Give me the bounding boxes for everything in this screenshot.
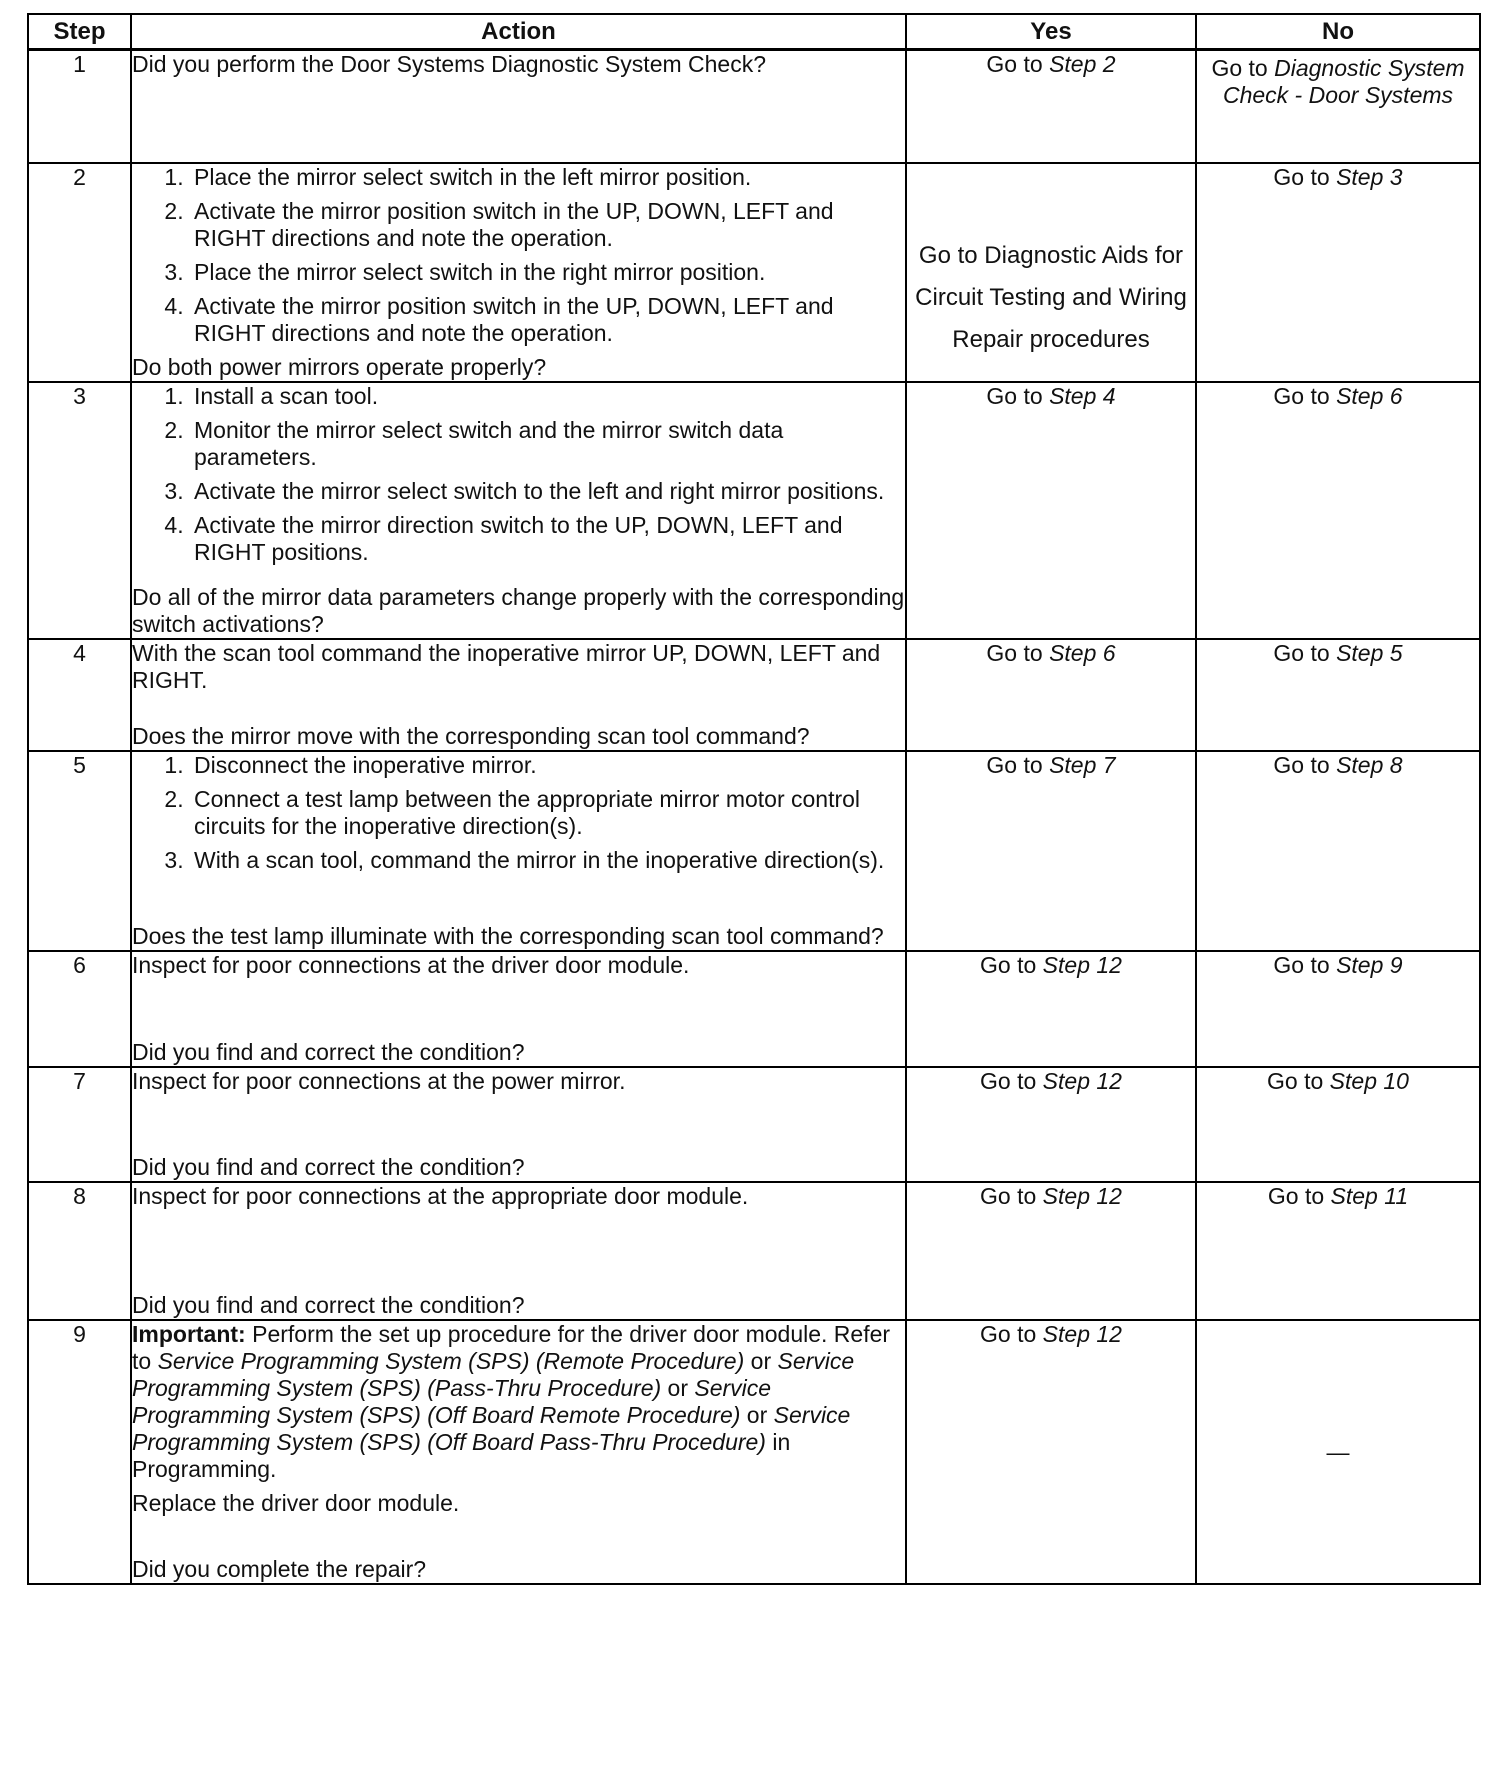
list-item: 4. Activate the mirror direction switch to the UP, DOWN, LEFT and RIGHT positions.	[190, 512, 905, 566]
yes-prefix: Go to	[986, 640, 1050, 666]
yes-prefix: Go to	[980, 952, 1043, 978]
no-prefix: Go to	[1267, 1183, 1331, 1209]
action-cell	[131, 163, 906, 382]
sps-offboard-remote-link[interactable]: Service Programming System (SPS) (Off Board Remote Procedure)	[132, 1375, 772, 1428]
header-row	[28, 14, 1480, 50]
yes-step-link[interactable]: Step 12	[1042, 1068, 1122, 1094]
action-question: Did you find and correct the condition?	[132, 1292, 525, 1318]
no-cell	[1196, 382, 1480, 639]
action-cell	[131, 751, 906, 951]
yes-step-link[interactable]: Step 6	[1049, 640, 1116, 666]
table-row	[28, 1320, 1480, 1584]
yes-prefix: Go to	[986, 752, 1050, 778]
no-cell	[1196, 751, 1480, 951]
no-cell	[1196, 163, 1480, 382]
important-text: or	[661, 1375, 695, 1401]
important-label: Important:	[132, 1321, 246, 1347]
yes-cell	[906, 639, 1196, 751]
action-steps-list	[132, 383, 905, 573]
no-cell	[1196, 639, 1480, 751]
list-item: 4. Activate the mirror position switch in the UP, DOWN, LEFT and RIGHT directions and note the operation.	[190, 293, 905, 347]
yes-step-link[interactable]: Step 12	[1042, 1321, 1122, 1347]
yes-cell	[906, 1320, 1196, 1584]
step-number: 3	[28, 382, 131, 639]
important-text: Perform the set up procedure for the driver door module. Refer to	[132, 1321, 891, 1374]
table-row	[28, 50, 1480, 164]
no-prefix: Go to	[1273, 164, 1337, 190]
no-step-link[interactable]: Diagnostic System Check - Door Systems	[1222, 55, 1465, 108]
action-intro: With the scan tool command the inoperative mirror UP, DOWN, LEFT and RIGHT.	[132, 640, 881, 693]
yes-cell	[906, 951, 1196, 1067]
table-row	[28, 639, 1480, 751]
yes-prefix: Go to	[986, 383, 1050, 409]
no-cell	[1196, 50, 1480, 164]
step-number: 8	[28, 1182, 131, 1320]
step-number: 7	[28, 1067, 131, 1182]
yes-step-link[interactable]: Step 7	[1049, 752, 1116, 778]
action-question: Does the test lamp illuminate with the corresponding scan tool command?	[132, 923, 884, 949]
no-dash: —	[1326, 1438, 1350, 1465]
no-step-link[interactable]: Step 5	[1336, 640, 1403, 666]
no-prefix: Go to	[1211, 55, 1275, 81]
action-cell	[131, 1182, 906, 1320]
action-question: Did you find and correct the condition?	[132, 1039, 525, 1065]
yes-prefix: Go to	[980, 1321, 1043, 1347]
list-item: 2. Monitor the mirror select switch and the mirror switch data parameters.	[190, 417, 905, 471]
yes-step-link[interactable]: Step 12	[1042, 952, 1122, 978]
yes-cell	[906, 751, 1196, 951]
no-prefix: Go to	[1273, 752, 1337, 778]
yes-prefix: Go to	[980, 1183, 1043, 1209]
yes-cell	[906, 163, 1196, 382]
yes-cell	[906, 50, 1196, 164]
action-intro: Inspect for poor connections at the driver door module.	[132, 952, 690, 978]
table-row	[28, 163, 1480, 382]
no-cell	[1196, 1067, 1480, 1182]
action-question: Did you complete the repair?	[132, 1556, 427, 1582]
yes-cell	[906, 1182, 1196, 1320]
no-prefix: Go to	[1273, 952, 1337, 978]
header-action: Action	[131, 14, 906, 50]
diagnostic-table	[27, 13, 1481, 1585]
action-intro: Inspect for poor connections at the power mirror.	[132, 1068, 626, 1094]
sps-passthru-link[interactable]: Service Programming System (SPS) (Pass-Thru Procedure)	[132, 1348, 855, 1401]
step-number: 4	[28, 639, 131, 751]
list-item: 1. Place the mirror select switch in the left mirror position.	[190, 164, 905, 191]
no-step-link[interactable]: Step 3	[1336, 164, 1403, 190]
important-note	[132, 1321, 905, 1483]
table-row	[28, 751, 1480, 951]
no-step-link[interactable]: Step 11	[1330, 1183, 1409, 1209]
action-question: Did you perform the Door Systems Diagnostic System Check?	[132, 51, 767, 77]
no-step-link[interactable]: Step 9	[1336, 952, 1403, 978]
no-cell	[1196, 1182, 1480, 1320]
table-row	[28, 1067, 1480, 1182]
action-cell	[131, 1320, 906, 1584]
action-question: Does the mirror move with the corresponding scan tool command?	[132, 723, 810, 749]
yes-cell	[906, 382, 1196, 639]
yes-step-link[interactable]: Step 4	[1049, 383, 1116, 409]
yes-prefix: Go to	[980, 1068, 1043, 1094]
action-question: Do all of the mirror data parameters change properly with the corresponding switch activations?	[132, 584, 905, 637]
action-steps-list	[132, 752, 905, 881]
no-step-link[interactable]: Step 8	[1336, 752, 1403, 778]
step-number: 5	[28, 751, 131, 951]
header-no: No	[1196, 14, 1480, 50]
no-prefix: Go to	[1273, 640, 1337, 666]
yes-cell	[906, 1067, 1196, 1182]
no-cell	[1196, 1320, 1480, 1584]
step-number: 6	[28, 951, 131, 1067]
yes-text[interactable]: Go to Diagnostic Aids for Circuit Testing and Wiring Repair procedures	[915, 241, 1187, 353]
list-item: 1. Install a scan tool.	[190, 383, 905, 410]
table-row	[28, 951, 1480, 1067]
yes-step-link[interactable]: Step 12	[1042, 1183, 1122, 1209]
list-item: 3. Place the mirror select switch in the right mirror position.	[190, 259, 905, 286]
action-cell	[131, 382, 906, 639]
no-step-link[interactable]: Step 10	[1329, 1068, 1409, 1094]
sps-offboard-passthru-link[interactable]: Service Programming System (SPS) (Off Board Pass-Thru Procedure)	[132, 1402, 851, 1455]
yes-step-link[interactable]: Step 2	[1049, 51, 1116, 77]
no-prefix: Go to	[1273, 383, 1337, 409]
table-row	[28, 1182, 1480, 1320]
action-cell	[131, 639, 906, 751]
step-number: 1	[28, 50, 131, 164]
no-prefix: Go to	[1267, 1068, 1330, 1094]
important-text: or	[740, 1402, 774, 1428]
header-step: Step	[28, 14, 131, 50]
yes-prefix: Go to	[986, 51, 1050, 77]
action-question: Did you find and correct the condition?	[132, 1154, 525, 1180]
sps-remote-link[interactable]: Service Programming System (SPS) (Remote Procedure)	[157, 1348, 745, 1374]
action-cell	[131, 951, 906, 1067]
no-step-link[interactable]: Step 6	[1336, 383, 1403, 409]
no-cell	[1196, 951, 1480, 1067]
list-item: 3. With a scan tool, command the mirror in the inoperative direction(s).	[190, 847, 905, 874]
action-intro: Replace the driver door module.	[132, 1490, 460, 1516]
action-cell	[131, 1067, 906, 1182]
action-cell	[131, 50, 906, 164]
action-steps-list	[132, 164, 905, 354]
list-item: 3. Activate the mirror select switch to the left and right mirror positions.	[190, 478, 905, 505]
step-number: 2	[28, 163, 131, 382]
important-text: or	[744, 1348, 778, 1374]
list-item: 2. Connect a test lamp between the appropriate mirror motor control circuits for the inoperative direction(s).	[190, 786, 905, 840]
important-text: in Programming.	[132, 1429, 791, 1482]
table-row	[28, 382, 1480, 639]
list-item: 2. Activate the mirror position switch in the UP, DOWN, LEFT and RIGHT directions and note the operation.	[190, 198, 905, 252]
header-yes: Yes	[906, 14, 1196, 50]
action-intro: Inspect for poor connections at the appropriate door module.	[132, 1183, 749, 1209]
action-question: Do both power mirrors operate properly?	[132, 354, 547, 380]
list-item: 1. Disconnect the inoperative mirror.	[190, 752, 905, 779]
step-number: 9	[28, 1320, 131, 1584]
